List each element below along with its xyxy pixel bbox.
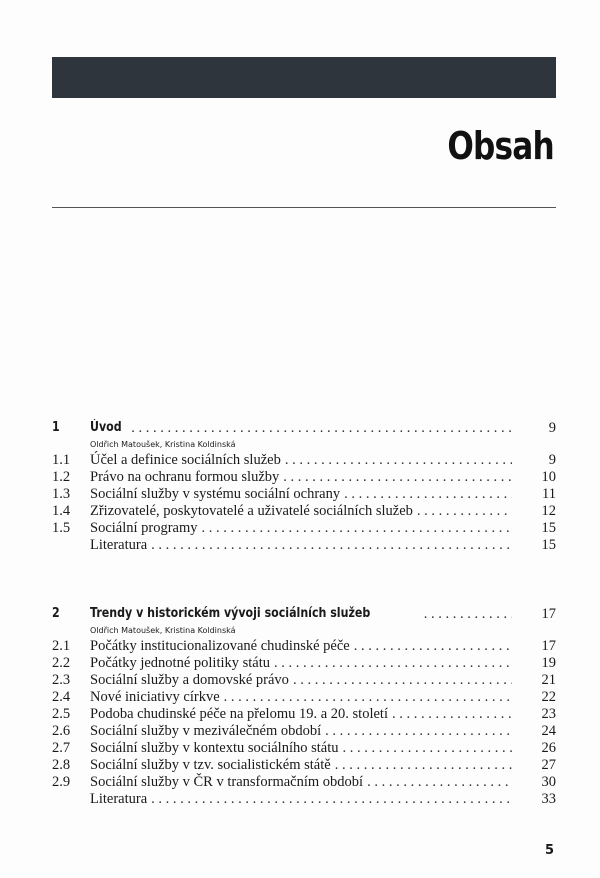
toc-entry[interactable] <box>52 486 556 503</box>
toc-entry[interactable] <box>52 791 556 808</box>
entry-title: Sociální služby v meziválečném období <box>90 723 322 739</box>
dot-leader <box>283 469 512 486</box>
dot-leader <box>151 791 512 808</box>
entry-page: 15 <box>541 537 556 553</box>
dot-leader <box>293 672 512 689</box>
entry-page: 11 <box>542 486 556 502</box>
entry-title: Zřizovatelé, poskytovatelé a uživatelé sociálních služeb <box>90 503 413 519</box>
entry-title: Právo na ochranu formou služby <box>90 469 280 485</box>
entry-title: Účel a definice sociálních služeb <box>90 452 281 468</box>
entry-page: 21 <box>541 672 556 688</box>
header-bar <box>52 57 556 98</box>
entry-page: 33 <box>541 791 556 807</box>
toc-entry[interactable] <box>52 672 556 689</box>
dot-leader <box>342 740 512 757</box>
entry-number <box>52 791 90 808</box>
entry-page: 23 <box>541 706 556 722</box>
entry-title: Sociální služby v kontextu sociálního státu <box>90 740 339 756</box>
dot-leader <box>151 537 512 554</box>
entry-number: 2.9 <box>52 774 71 790</box>
dot-leader <box>367 774 512 791</box>
entry-page: 12 <box>541 503 556 519</box>
entry-title: Sociální služby a domovské právo <box>90 672 289 688</box>
entry-title: Sociální služby v ČR v transformačním období <box>90 774 364 790</box>
page-number: 5 <box>545 843 555 858</box>
dot-leader <box>274 655 512 672</box>
chapter-heading[interactable] <box>52 604 556 624</box>
page-title: Obsah <box>447 124 554 168</box>
entry-title: Počátky jednotné politiky státu <box>90 655 271 671</box>
toc-entry[interactable] <box>52 757 556 774</box>
entry-page: 15 <box>541 520 556 536</box>
entry-page: 19 <box>541 655 556 671</box>
entry-number <box>52 537 90 554</box>
dot-leader <box>354 638 512 655</box>
entry-title: Literatura <box>90 537 148 553</box>
dot-leader <box>335 757 512 774</box>
entry-title: Sociální programy <box>90 520 198 536</box>
entry-number: 1 <box>52 420 60 435</box>
entry-number: 1.4 <box>52 503 71 519</box>
entry-number: 1.3 <box>52 486 71 502</box>
toc-entry[interactable] <box>52 503 556 520</box>
entry-title: Podoba chudinské péče na přelomu 19. a 20. století <box>90 706 388 722</box>
dot-leader <box>285 452 512 469</box>
entry-title: Počátky institucionalizované chudinské péče <box>90 638 350 654</box>
entry-title: Sociální služby v tzv. socialistickém státě <box>90 757 331 773</box>
toc-entry[interactable] <box>52 689 556 706</box>
toc-entry[interactable] <box>52 740 556 757</box>
dot-leader <box>131 418 512 438</box>
entry-number: 2.8 <box>52 757 71 773</box>
toc-entry[interactable] <box>52 706 556 723</box>
entry-page: 17 <box>541 638 556 654</box>
entry-title: Sociální služby v systému sociální ochrany <box>90 486 341 502</box>
entry-number: 2.3 <box>52 672 71 688</box>
entry-number: 2.2 <box>52 655 71 671</box>
dot-leader <box>417 503 512 520</box>
entry-page: 26 <box>541 740 556 756</box>
entry-page: 22 <box>541 689 556 705</box>
entry-page: 17 <box>541 606 556 622</box>
entry-title: Úvod <box>90 420 122 435</box>
chapter-authors: Oldřich Matoušek, Kristina Koldinská <box>90 626 236 635</box>
entry-number: 1.2 <box>52 469 71 485</box>
entry-title: Nové iniciativy církve <box>90 689 220 705</box>
dot-leader <box>392 706 512 723</box>
toc-entry[interactable] <box>52 774 556 791</box>
entry-number: 1.1 <box>52 452 71 468</box>
dot-leader <box>202 520 512 537</box>
entry-title: Trendy v historickém vývoji sociálních služeb <box>90 606 371 621</box>
toc-entry[interactable] <box>52 469 556 486</box>
entry-number: 2.5 <box>52 706 71 722</box>
dot-leader <box>344 486 512 503</box>
toc-entry[interactable] <box>52 452 556 469</box>
entry-page: 9 <box>548 452 556 468</box>
toc-chapter-2 <box>52 604 556 808</box>
entry-page: 10 <box>541 469 556 485</box>
entry-page: 24 <box>541 723 556 739</box>
entry-number: 2 <box>52 606 60 621</box>
toc-entry[interactable] <box>52 537 556 554</box>
entry-number: 2.7 <box>52 740 71 756</box>
toc-chapter-1 <box>52 418 556 554</box>
divider <box>52 207 556 208</box>
chapter-authors: Oldřich Matoušek, Kristina Koldinská <box>90 440 236 449</box>
entry-number: 2.4 <box>52 689 71 705</box>
toc-entry[interactable] <box>52 638 556 655</box>
toc-entry[interactable] <box>52 723 556 740</box>
entry-number: 2.1 <box>52 638 71 654</box>
dot-leader <box>224 689 512 706</box>
entry-number: 2.6 <box>52 723 71 739</box>
chapter-heading[interactable] <box>52 418 556 438</box>
entry-page: 9 <box>548 420 556 436</box>
entry-number: 1.5 <box>52 520 71 536</box>
toc-entry[interactable] <box>52 655 556 672</box>
dot-leader <box>325 723 512 740</box>
entry-title: Literatura <box>90 791 148 807</box>
toc-entry[interactable] <box>52 520 556 537</box>
entry-page: 27 <box>541 757 556 773</box>
entry-page: 30 <box>541 774 556 790</box>
dot-leader <box>424 604 512 624</box>
